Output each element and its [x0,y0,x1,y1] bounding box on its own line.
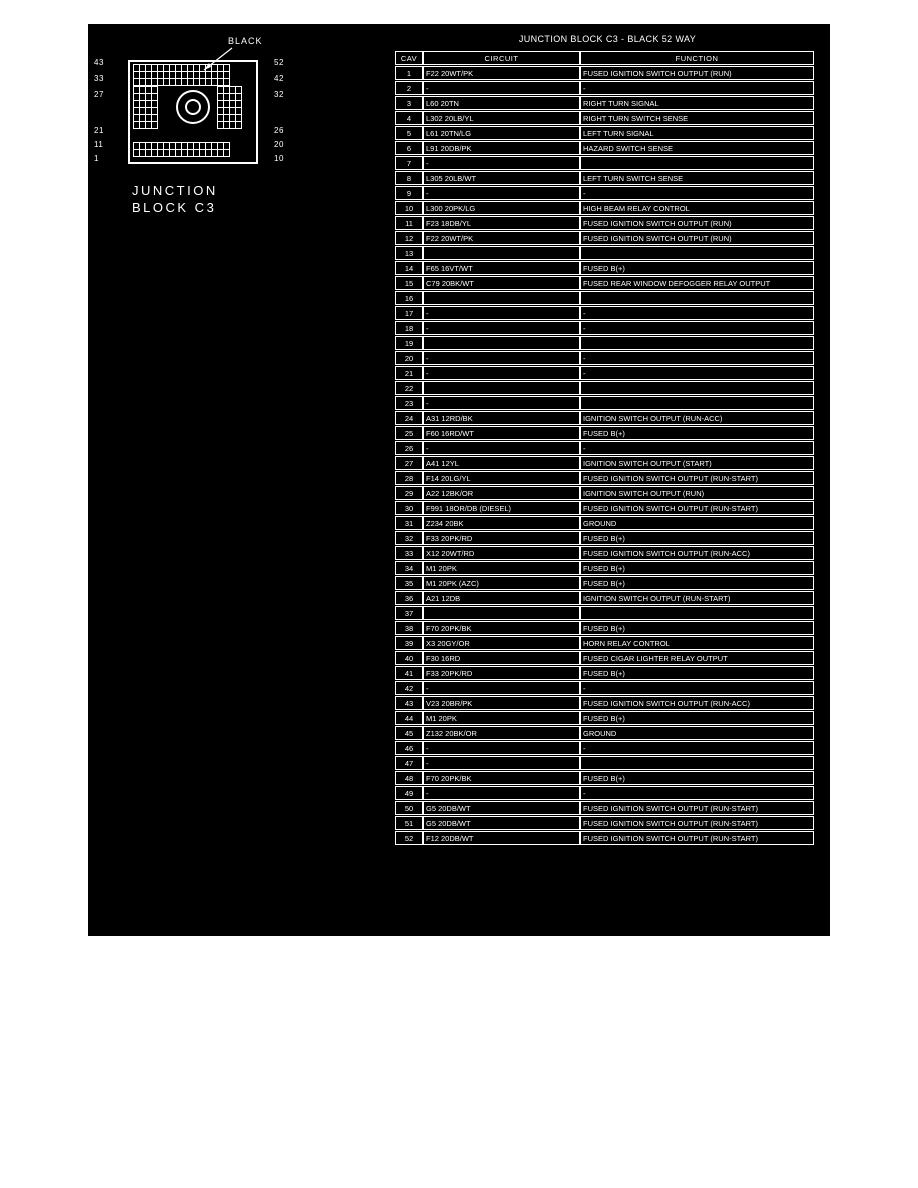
cell-circuit: L60 20TN [423,96,580,110]
pin-number-20: 20 [274,140,284,149]
cell-function: - [580,741,814,755]
cell-cav: 44 [395,711,423,725]
table-row [395,351,814,365]
cell-cav: 49 [395,786,423,800]
cell-function: IGNITION SWITCH OUTPUT (RUN-ACC) [580,411,814,425]
cell-cav: 50 [395,801,423,815]
cell-circuit: M1 20PK [423,711,580,725]
pinout-table-container [395,34,820,846]
cell-function: IGNITION SWITCH OUTPUT (START) [580,456,814,470]
cell-cav: 22 [395,381,423,395]
cell-circuit: A22 12BK/OR [423,486,580,500]
cell-function: HIGH BEAM RELAY CONTROL [580,201,814,215]
table-row [395,831,814,845]
cell-function: FUSED B(+) [580,561,814,575]
cell-cav: 43 [395,696,423,710]
cell-function: FUSED IGNITION SWITCH OUTPUT (RUN-START) [580,801,814,815]
cell-function: FUSED IGNITION SWITCH OUTPUT (RUN-START) [580,501,814,515]
table-row [395,606,814,620]
cell-function: - [580,306,814,320]
pin-grid-top [134,64,230,85]
cell-circuit: F23 18DB/YL [423,216,580,230]
cell-cav: 33 [395,546,423,560]
cell-circuit: - [423,351,580,365]
cell-circuit: Z132 20BK/OR [423,726,580,740]
alignment-hub-icon [185,99,201,115]
connector-cavity [235,121,242,129]
cell-cav: 9 [395,186,423,200]
table-row [395,636,814,650]
table-row [395,156,814,170]
table-row [395,426,814,440]
cell-function: FUSED B(+) [580,576,814,590]
table-row [395,111,814,125]
cell-function [580,756,814,770]
cell-circuit: L91 20DB/PK [423,141,580,155]
cell-function: - [580,321,814,335]
cell-cav: 29 [395,486,423,500]
cell-cav: 16 [395,291,423,305]
cell-circuit [423,246,580,260]
cell-circuit [423,291,580,305]
cell-circuit: X3 20GY/OR [423,636,580,650]
cell-cav: 19 [395,336,423,350]
connector-diagram [88,24,388,274]
cell-cav: 10 [395,201,423,215]
cell-circuit [423,381,580,395]
cell-function: - [580,681,814,695]
cell-circuit: F30 16RD [423,651,580,665]
table-row [395,261,814,275]
pin-number-42: 42 [274,74,284,83]
table-row [395,726,814,740]
table-header-row [395,51,814,65]
pin-grid-left [134,86,158,128]
cell-circuit: A21 12DB [423,591,580,605]
cell-cav: 1 [395,66,423,80]
table-row [395,81,814,95]
cell-circuit [423,606,580,620]
table-row [395,201,814,215]
cell-circuit: M1 20PK [423,561,580,575]
cell-circuit: F22 20WT/PK [423,66,580,80]
table-row [395,171,814,185]
pin-number-27: 27 [94,90,104,99]
cell-function: FUSED IGNITION SWITCH OUTPUT (RUN-ACC) [580,696,814,710]
cell-function: LEFT TURN SWITCH SENSE [580,171,814,185]
table-row [395,471,814,485]
column-header-function: FUNCTION [580,51,814,65]
cell-cav: 23 [395,396,423,410]
cell-circuit: Z234 20BK [423,516,580,530]
cell-function: - [580,441,814,455]
table-row [395,306,814,320]
cell-circuit: - [423,741,580,755]
cell-function: FUSED IGNITION SWITCH OUTPUT (RUN-START) [580,471,814,485]
cell-function [580,606,814,620]
cell-circuit: F65 16VT/WT [423,261,580,275]
cell-function: FUSED B(+) [580,771,814,785]
cell-cav: 32 [395,531,423,545]
cell-function [580,291,814,305]
diagram-caption-line1: JUNCTION [132,183,218,198]
cell-function: - [580,366,814,380]
table-row [395,816,814,830]
pin-number-11: 11 [94,140,104,149]
cell-cav: 12 [395,231,423,245]
cell-function [580,396,814,410]
cell-cav: 26 [395,441,423,455]
cell-function: IGNITION SWITCH OUTPUT (RUN) [580,486,814,500]
cell-cav: 17 [395,306,423,320]
cell-cav: 6 [395,141,423,155]
table-row [395,366,814,380]
cell-function: HAZARD SWITCH SENSE [580,141,814,155]
pin-number-52: 52 [274,58,284,67]
cell-circuit: - [423,366,580,380]
cell-function: - [580,351,814,365]
cell-function: FUSED IGNITION SWITCH OUTPUT (RUN-START) [580,816,814,830]
table-row [395,501,814,515]
cell-cav: 8 [395,171,423,185]
cell-function [580,336,814,350]
table-row [395,441,814,455]
pinout-table [395,50,814,846]
cell-circuit: - [423,321,580,335]
cell-circuit: F991 18OR/DB (DIESEL) [423,501,580,515]
table-row [395,126,814,140]
cell-cav: 51 [395,816,423,830]
table-title: JUNCTION BLOCK C3 - BLACK 52 WAY [518,34,697,44]
cell-function: RIGHT TURN SIGNAL [580,96,814,110]
pin-number-33: 33 [94,74,104,83]
table-row [395,216,814,230]
table-row [395,531,814,545]
table-row [395,96,814,110]
cell-cav: 15 [395,276,423,290]
table-row [395,591,814,605]
table-row [395,651,814,665]
cell-function: - [580,81,814,95]
cell-circuit: L300 20PK/LG [423,201,580,215]
table-row [395,246,814,260]
cell-function: GROUND [580,726,814,740]
cell-circuit: F14 20LG/YL [423,471,580,485]
table-row [395,741,814,755]
cell-cav: 34 [395,561,423,575]
pin-grid-right [218,86,242,128]
cell-function: - [580,186,814,200]
cell-cav: 4 [395,111,423,125]
cell-circuit: - [423,156,580,170]
cell-cav: 37 [395,606,423,620]
cell-function: LEFT TURN SIGNAL [580,126,814,140]
cell-function: FUSED IGNITION SWITCH OUTPUT (RUN) [580,66,814,80]
cell-circuit: M1 20PK (AZC) [423,576,580,590]
table-row [395,756,814,770]
cell-circuit: F33 20PK/RD [423,666,580,680]
cell-function: FUSED REAR WINDOW DEFOGGER RELAY OUTPUT [580,276,814,290]
table-row [395,321,814,335]
cell-circuit [423,336,580,350]
table-row [395,186,814,200]
table-row [395,486,814,500]
table-row [395,66,814,80]
cell-function: FUSED B(+) [580,531,814,545]
cell-cav: 31 [395,516,423,530]
pin-number-26: 26 [274,126,284,135]
table-row [395,681,814,695]
cell-circuit: F70 20PK/BK [423,771,580,785]
table-row [395,546,814,560]
cell-circuit: V23 20BR/PK [423,696,580,710]
cell-cav: 39 [395,636,423,650]
table-row [395,696,814,710]
table-row [395,576,814,590]
cell-function: FUSED IGNITION SWITCH OUTPUT (RUN-START) [580,831,814,845]
cell-circuit: - [423,186,580,200]
cell-cav: 52 [395,831,423,845]
cell-cav: 47 [395,756,423,770]
table-row [395,231,814,245]
cell-circuit: X12 20WT/RD [423,546,580,560]
table-row [395,336,814,350]
cell-function: - [580,786,814,800]
cell-cav: 11 [395,216,423,230]
cell-circuit: - [423,306,580,320]
table-row [395,381,814,395]
cell-circuit: L61 20TN/LG [423,126,580,140]
pinout-table-body [395,66,814,845]
cell-function: FUSED IGNITION SWITCH OUTPUT (RUN) [580,231,814,245]
cell-cav: 21 [395,366,423,380]
cell-circuit: L302 20LB/YL [423,111,580,125]
cell-cav: 30 [395,501,423,515]
cell-circuit: G5 20DB/WT [423,801,580,815]
table-row [395,786,814,800]
cell-circuit: L305 20LB/WT [423,171,580,185]
cell-cav: 35 [395,576,423,590]
cell-cav: 7 [395,156,423,170]
pin-number-10: 10 [274,154,284,163]
cell-function: FUSED B(+) [580,711,814,725]
pin-number-43: 43 [94,58,104,67]
table-row [395,396,814,410]
table-row [395,561,814,575]
cell-function: GROUND [580,516,814,530]
cell-circuit: F70 20PK/BK [423,621,580,635]
cell-cav: 36 [395,591,423,605]
table-row [395,516,814,530]
cell-cav: 28 [395,471,423,485]
column-header-circuit: CIRCUIT [423,51,580,65]
cell-function: FUSED IGNITION SWITCH OUTPUT (RUN) [580,216,814,230]
column-header-cav: CAV [395,51,423,65]
table-row [395,621,814,635]
diagram-caption-line2: BLOCK C3 [132,200,217,215]
cell-function: FUSED IGNITION SWITCH OUTPUT (RUN-ACC) [580,546,814,560]
cell-circuit: A31 12RD/BK [423,411,580,425]
pin-number-21: 21 [94,126,104,135]
cell-cav: 2 [395,81,423,95]
cell-circuit: A41 12YL [423,456,580,470]
cell-circuit: F60 16RD/WT [423,426,580,440]
table-row [395,141,814,155]
cell-circuit: F33 20PK/RD [423,531,580,545]
cell-cav: 20 [395,351,423,365]
cell-cav: 24 [395,411,423,425]
cell-cav: 42 [395,681,423,695]
cell-function: IGNITION SWITCH OUTPUT (RUN-START) [580,591,814,605]
cell-cav: 41 [395,666,423,680]
table-row [395,411,814,425]
cell-circuit: - [423,681,580,695]
pin-number-1: 1 [94,154,99,163]
cell-function: FUSED CIGAR LIGHTER RELAY OUTPUT [580,651,814,665]
cell-function [580,381,814,395]
cell-function: RIGHT TURN SWITCH SENSE [580,111,814,125]
cell-cav: 25 [395,426,423,440]
cell-function: HORN RELAY CONTROL [580,636,814,650]
table-row [395,771,814,785]
cell-cav: 48 [395,771,423,785]
pin-grid-bottom [134,142,230,156]
table-row [395,456,814,470]
connector-cavity [223,149,230,157]
cell-cav: 40 [395,651,423,665]
cell-circuit: - [423,441,580,455]
cell-cav: 3 [395,96,423,110]
cell-circuit: F22 20WT/PK [423,231,580,245]
diagram-panel [88,24,830,936]
cell-circuit: - [423,786,580,800]
cell-function: FUSED B(+) [580,666,814,680]
cell-circuit: - [423,396,580,410]
table-row [395,291,814,305]
diagram-caption [132,182,218,216]
cell-cav: 13 [395,246,423,260]
cell-circuit: - [423,81,580,95]
cell-cav: 38 [395,621,423,635]
cell-function: FUSED B(+) [580,621,814,635]
table-row [395,276,814,290]
cell-function: FUSED B(+) [580,426,814,440]
cell-cav: 18 [395,321,423,335]
cell-cav: 5 [395,126,423,140]
cell-circuit: G5 20DB/WT [423,816,580,830]
table-row [395,666,814,680]
cell-function [580,156,814,170]
cell-cav: 46 [395,741,423,755]
cell-circuit: C79 20BK/WT [423,276,580,290]
table-row [395,801,814,815]
cell-circuit: F12 20DB/WT [423,831,580,845]
table-row [395,711,814,725]
cell-cav: 45 [395,726,423,740]
connector-cavity [151,121,158,129]
black-wire-label: BLACK [228,36,263,46]
pin-number-32: 32 [274,90,284,99]
cell-cav: 14 [395,261,423,275]
cell-function: FUSED B(+) [580,261,814,275]
cell-function [580,246,814,260]
cell-cav: 27 [395,456,423,470]
cell-circuit: - [423,756,580,770]
connector-cavity [223,78,230,86]
